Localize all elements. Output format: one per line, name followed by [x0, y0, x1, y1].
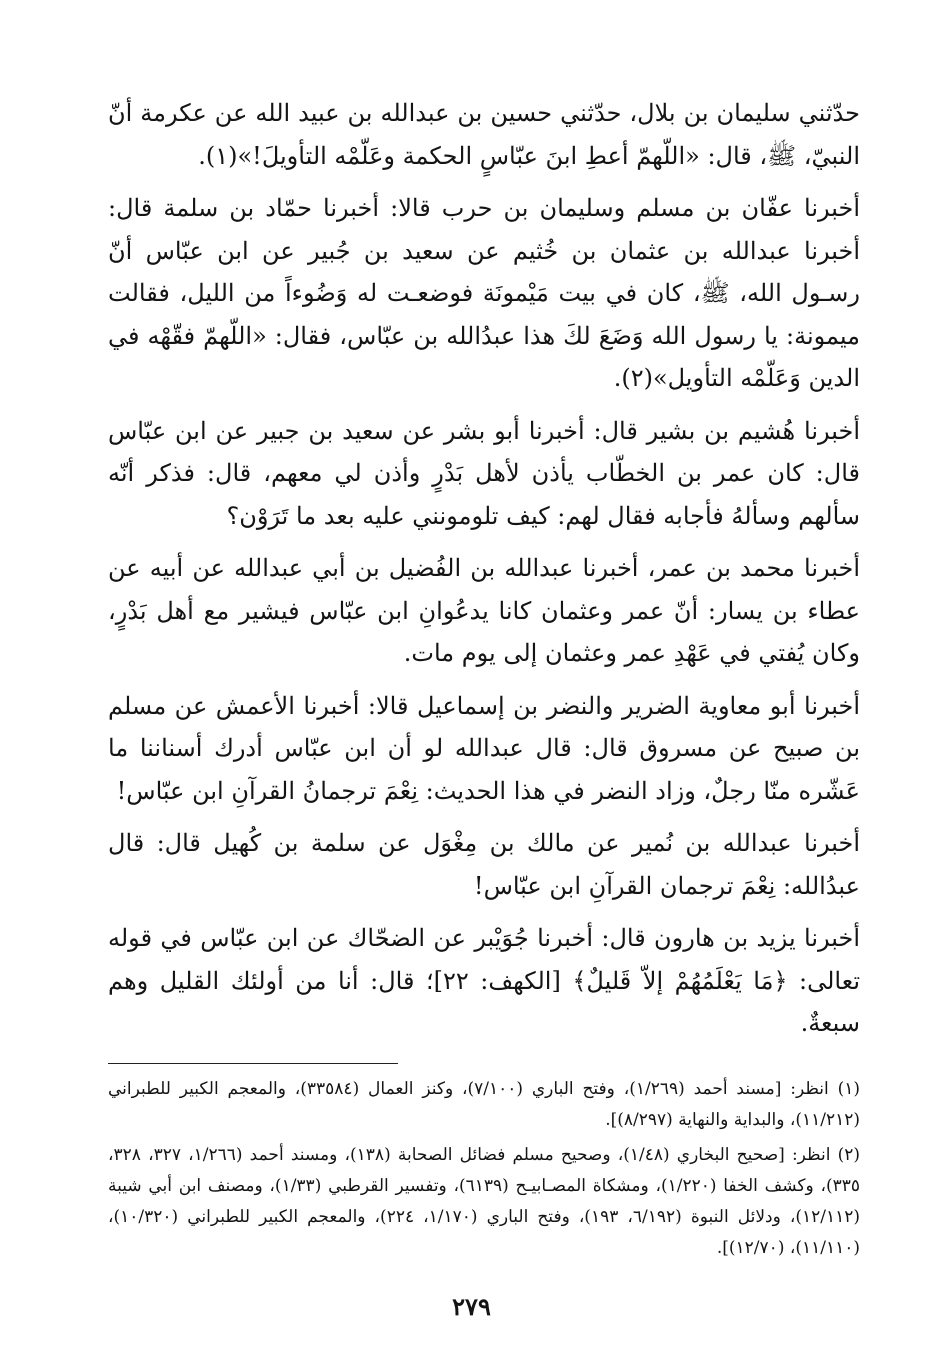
paragraph-7: أخبرنا يزيد بن هارون قال: أخبرنا جُوَيْبر عن الضحّاك عن ابن عبّاس في قوله تعالى: ﴿مَا يَعْلَمُهُمْ إلاّ قَليلٌ﴾ [الكهف: ٢٢]؛ قال: أنا من أولئك القليل وهم سبعةٌ.: [108, 924, 861, 1037]
main-text: [108, 92, 860, 1045]
footnote-1: (١) انظر: [مسند أحمد (١/٢٦٩)، وفتح الباري (٧/١٠٠)، وكنز العمال (٣٣٥٨٤)، والمعجم الكبير للطبراني (١١/٢١٢)، والبداية والنهاية (٨/٢٩٧)].: [108, 1078, 860, 1130]
paragraph-1: حدّثني سليمان بن بلال، حدّثني حسين بن عبدالله بن عبيد الله عن عكرمة أنّ النبيّ، ﷺ، قال: «اللّهمّ أعطِ ابنَ عبّاسٍ الحكمة وعَلّمْه التأويلَ!»(١).: [108, 99, 860, 170]
page-number: ٢٧٩: [452, 1292, 491, 1321]
footnote-divider: [108, 1063, 398, 1064]
paragraph-2: أخبرنا عفّان بن مسلم وسليمان بن حرب قالا: أخبرنا حمّاد بن سلمة قال: أخبرنا عبدالله بن عثمان بن خُثيم عن سعيد بن جُبير عن ابن عبّاس أنّ رسـول الله، ﷺ، كان في بيت مَيْمونَة فوضعـت له وَضُوءاً من الليل، فقالت ميمونة: يا رسول الله وَضَعَ لكَ هذا عبدُالله بن عبّاس، فقال: «اللّهمّ فقّهْه في الدين وَعَلّمْه التأويل»(٢).: [108, 194, 860, 392]
footnotes: [108, 1074, 860, 1264]
paragraph-4: أخبرنا محمد بن عمر، أخبرنا عبدالله بن الفُضيل بن أبي عبدالله عن أبيه عن عطاء بن يسار: أنّ عمر وعثمان كانا يدعُوانِ ابن عبّاس فيشير مع أهل بَدْرٍ، وكان يُفتي في عَهْدِ عمر وعثمان إلى يوم مات.: [108, 554, 861, 667]
paragraph-5: أخبرنا أبو معاوية الضرير والنضر بن إسماعيل قالا: أخبرنا الأعمش عن مسلم بن صبيح عن مسروق قال: قال عبدالله لو أن ابن عبّاس أدرك أسناننا ما عَشّره منّا رجلٌ، وزاد النضر في هذا الحديث: نِعْمَ ترجمانُ القرآنِ ابن عبّاس!: [108, 691, 860, 805]
paragraph-3: أخبرنا هُشيم بن بشير قال: أخبرنا أبو بشر عن سعيد بن جبير عن ابن عبّاس قال: كان عمر بن الخطّاب يأذن لأهل بَدْرٍ وأذن لي معهم، قال: فذكر أنّه سألهم وسألهُ فأجابه فقال لهم: كيف تلومونني عليه بعد ما تَرَوْن؟: [108, 416, 860, 530]
footnote-2: (٢) انظر: [صحيح البخاري (١/٤٨)، وصحيح مسلم فضائل الصحابة (١٣٨)، ومسند أحمد (١/٢٦٦، ٣٢٧، ٣٢٨، ٣٣٥)، وكشف الخفا (١/٢٢٠)، ومشكاة المصـابيـح (٦١٣٩)، وتفسير القرطبي (١/٣٣)، ومصنف ابن أبي شيبة (١٢/١١٢)، ودلائل النبوة (٦/١٩٢، ١٩٣)، وفتح الباري (١/١٧٠، ٢٢٤)، والمعجم الكبير للطبراني (١٠/٣٢٠)، (١١/١١٠)، (١٢/٧٠)].: [108, 1144, 861, 1258]
paragraph-6: أخبرنا عبدالله بن نُمير عن مالك بن مِغْوَل عن سلمة بن كُهيل قال: قال عبدُالله: نِعْمَ ترجمان القرآنِ ابن عبّاس!: [108, 829, 860, 900]
